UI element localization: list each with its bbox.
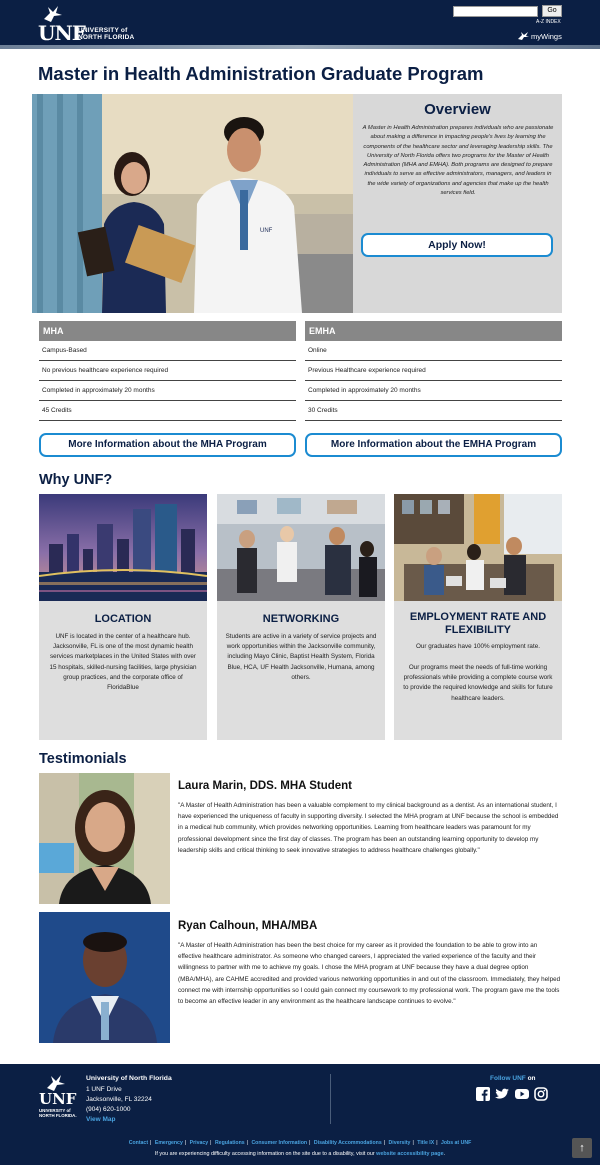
footer-link-title-ix[interactable]: Title IX (417, 1140, 435, 1146)
mha-info-button[interactable]: More Information about the MHA Program (39, 433, 296, 457)
table-row: Completed in approximately 20 months (305, 381, 562, 401)
footer-link-regulations[interactable]: Regulations (214, 1140, 245, 1146)
link-separator: | (412, 1140, 414, 1146)
table-row: 30 Credits (305, 401, 562, 421)
mywings-icon (518, 32, 529, 40)
facebook-icon[interactable] (476, 1087, 490, 1101)
logo-name-line1: UNIVERSITY of (78, 27, 128, 34)
employment-card-text-1: Our graduates have 100% employment rate. (416, 643, 540, 650)
link-separator: | (309, 1140, 311, 1146)
mha-table (39, 321, 296, 421)
accessibility-text: If you are experiencing difficulty accessing information on the site due to a disability, visit our (154, 1151, 375, 1157)
youtube-icon[interactable] (515, 1087, 529, 1101)
emha-table-header: EMHA (305, 321, 562, 341)
testimonial-name-2: Ryan Calhoun, MHA/MBA (178, 920, 318, 932)
ryan-portrait-illustration (39, 912, 170, 1043)
hero-photo (32, 94, 353, 313)
footer-address-2: Jacksonville, FL 32224 (86, 1096, 152, 1103)
footer-logo-name-line2: NORTH FLORIDA. (39, 1113, 77, 1119)
follow-on-text: on (527, 1075, 536, 1082)
overview-text: A Master in Health Administration prepares individuals who are passionate about making a difference in impacting people's lives by learning the components of the healthcare sector and leveraging leadership skills. The University of North Florida offers two programs for the Master of Health Administration (MHA and EMHA). Both programs are designed to prepare individuals to serve as effective administrators, managers, and leaders in the wide variety of organizations and agencies that make up the health services field. (362, 125, 554, 197)
location-image (39, 494, 207, 601)
classroom-illustration (394, 494, 562, 601)
networking-card-text: Students are active in a variety of service projects and work opportunities within the Jacksonville community, including Mayo Clinic, Baptist Health System, Florida Blue, HCA, UF Health Jacksonville, Humana, among others. (225, 633, 377, 681)
logo-mark: UNF (38, 21, 85, 45)
mywings-label: myWings (531, 32, 562, 41)
networking-illustration (217, 494, 385, 601)
location-card-title: LOCATION (94, 613, 152, 625)
table-row: Completed in approximately 20 months (39, 381, 296, 401)
footer-link-contact[interactable]: Contact (128, 1140, 149, 1146)
logo-name (78, 27, 134, 41)
footer-link-jobs[interactable]: Jobs at UNF (441, 1140, 472, 1146)
footer-unf-logo[interactable] (39, 1074, 79, 1124)
employment-card (394, 494, 562, 740)
footer-link-disability-accommodations[interactable]: Disability Accommodations (313, 1140, 382, 1146)
employment-image (394, 494, 562, 601)
follow-label-text: Follow UNF (490, 1075, 526, 1082)
emha-info-button[interactable]: More Information about the EMHA Program (305, 433, 562, 457)
logo-name-line2: NORTH FLORIDA (78, 34, 135, 41)
hero-photo-illustration (32, 94, 353, 313)
accessibility-page-link[interactable]: website accessibility page (376, 1151, 444, 1157)
overview-title: Overview (424, 101, 491, 118)
link-separator: | (246, 1140, 248, 1146)
testimonial-name-1: Laura Marin, DDS. MHA Student (178, 780, 352, 792)
accessibility-end: . (443, 1151, 446, 1157)
laura-marin-photo (39, 773, 170, 904)
table-row: 45 Credits (39, 401, 296, 421)
employment-card-text-2: Our programs meet the needs of full-time working professionals while providing a complete course work to provide the required knowledge and skills for future healthcare leaders. (403, 664, 553, 702)
back-to-top-button[interactable]: ↑ (572, 1138, 592, 1158)
page-title: Master in Health Administration Graduate Program (38, 63, 484, 84)
az-index-link[interactable]: A-Z INDEX (536, 19, 561, 25)
unf-logo[interactable] (38, 5, 138, 43)
emha-table (305, 321, 562, 421)
link-separator: | (184, 1140, 187, 1146)
link-separator: | (150, 1140, 152, 1146)
search-input[interactable] (453, 6, 538, 17)
table-row: Online (305, 341, 562, 361)
link-separator: | (436, 1140, 438, 1146)
mywings-link[interactable] (518, 32, 562, 41)
overview-panel (353, 94, 562, 313)
footer-logo-name (39, 1108, 77, 1119)
footer-university-name: University of North Florida (86, 1075, 172, 1082)
location-card-text: UNF is located in the center of a healthcare hub. Jacksonville, FL is one of the most dynamic health services marketplaces in the United States with over 15 hospitals, skilled-nursing facilities, large physician group practices, and the corporate office of FloridaBlue (49, 633, 197, 692)
networking-card (217, 494, 385, 740)
search-go-button[interactable]: Go (542, 5, 562, 17)
testimonial-quote-2: "A Master of Health Administration has been the best choice for my career as it provided the foundation to be able to grow into an effective healthcare administrator. As someone who changed careers, I appreciated the varied experience of the faculty and their willingness to partner with me to achieve my goals. I chose the MHA program at UNF because they have a dual degree option (MBA/MHA), are CAHME accredited and provided various networking opportunities in and out of the classroom. Immediately, they helped connect me with internship opportunities so I could gain connect my coursework to my professional work. The program gave me the tools to become an effective leader in any environment as the healthcare landscape continues to evolve." (178, 942, 561, 1006)
networking-image (217, 494, 385, 601)
table-row: Campus-Based (39, 341, 296, 361)
instagram-icon[interactable] (534, 1087, 548, 1101)
accessibility-notice (0, 1151, 600, 1157)
table-row: No previous healthcare experience required (39, 361, 296, 381)
footer-link-emergency[interactable]: Emergency (154, 1140, 183, 1146)
footer-address-1: 1 UNF Drive (86, 1086, 122, 1093)
footer-link-privacy[interactable]: Privacy (189, 1140, 209, 1146)
twitter-icon[interactable] (495, 1087, 509, 1101)
footer-divider (330, 1074, 331, 1124)
table-row: Previous Healthcare experience required (305, 361, 562, 381)
networking-card-title: NETWORKING (262, 613, 340, 625)
ryan-calhoun-photo (39, 912, 170, 1043)
apply-now-button[interactable]: Apply Now! (361, 233, 553, 257)
link-separator: | (210, 1140, 212, 1146)
header-stripe (0, 45, 600, 49)
why-unf-heading: Why UNF? (39, 472, 113, 488)
location-card (39, 494, 207, 740)
footer-logo-name-line1: UNIVERSITY of (39, 1108, 71, 1113)
testimonial-quote-1: "A Master of Health Administration has been a valuable complement to my clinical background as a dentist. As an international student, I have experienced the uniqueness of faculty in supporting diversity. I selected the MHA program at UNF because the school is embedded in a medical hub community, which provides networking opportunities. Learning from healthcare leaders was paramount for my professional development since the first day of classes. The program has been an outstanding learning opportunity to develop my leadership skills and critical thinking to seek innovative strategies to address healthcare challenges globally." (178, 802, 559, 854)
link-separator: | (383, 1140, 386, 1146)
mha-table-header: MHA (39, 321, 296, 341)
laura-portrait-illustration (39, 773, 170, 904)
city-skyline-illustration (39, 494, 207, 601)
view-map-link[interactable]: View Map (86, 1116, 116, 1123)
employment-card-title: EMPLOYMENT RATE AND FLEXIBILITY (409, 611, 547, 636)
follow-unf-label (490, 1075, 536, 1082)
testimonials-heading: Testimonials (39, 751, 127, 767)
svg-text:UNF: UNF (260, 228, 273, 234)
footer-links (0, 1140, 600, 1146)
footer-logo-mark: UNF (39, 1090, 77, 1108)
footer-link-diversity[interactable]: Diversity (388, 1140, 411, 1146)
footer-link-consumer-information[interactable]: Consumer Information (251, 1140, 308, 1146)
footer-phone: (904) 620-1000 (86, 1106, 131, 1113)
